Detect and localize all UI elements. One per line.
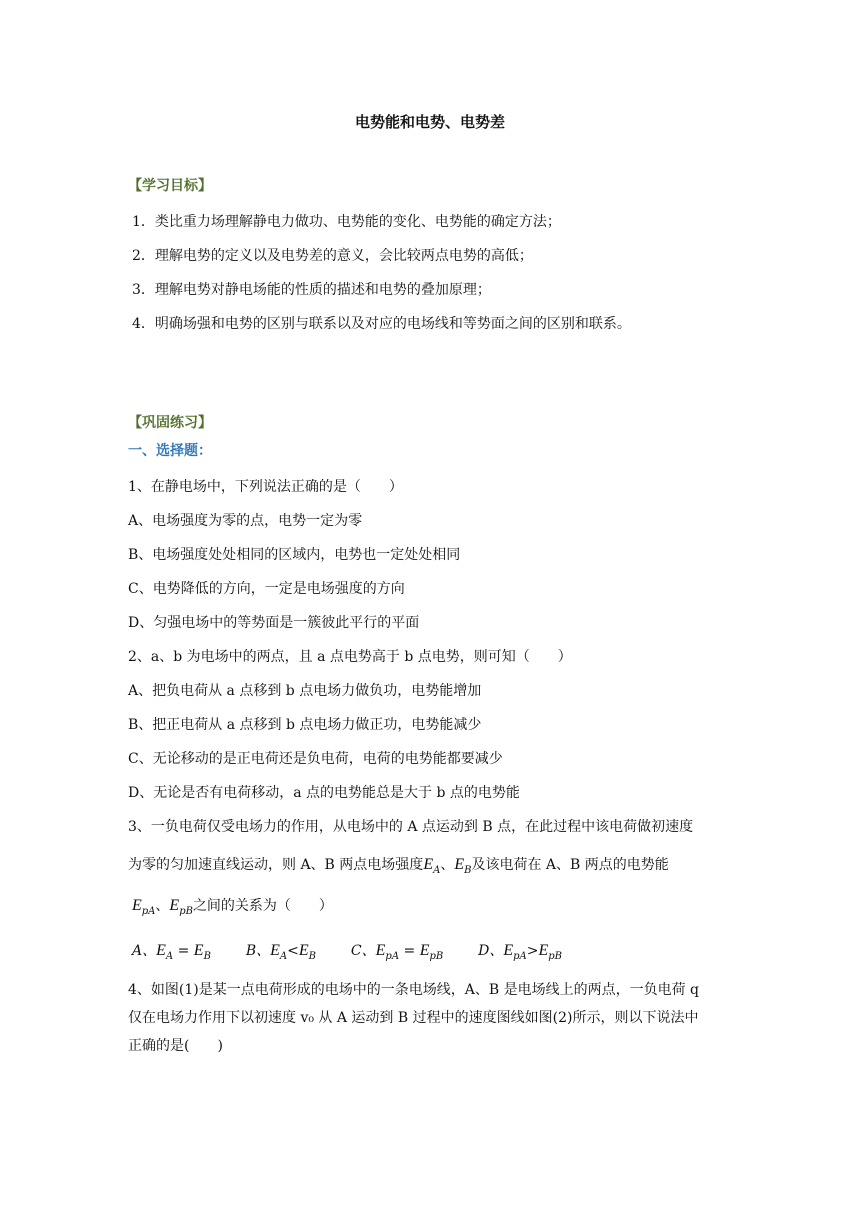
q2-option-b: B、把正电荷从 a 点移到 b 点电场力做正功，电势能减少	[128, 717, 482, 733]
section-heading: 一、选择题：	[128, 443, 212, 459]
q3-line-1: 3、一负电荷仅受电场力的作用，从电场中的 A 点运动到 B 点，在此过程中该电荷做初速度	[128, 819, 694, 835]
subscript: pA	[513, 951, 527, 962]
option-c	[350, 942, 444, 962]
practice-header: 【巩固练习】	[128, 415, 212, 431]
subscript: pB	[429, 951, 444, 962]
option-c-label: C、	[350, 943, 376, 959]
subscript: A	[279, 951, 288, 962]
field-symbol: E	[298, 942, 309, 959]
option-b-label: B、	[245, 943, 271, 959]
option-a-label: A、	[132, 943, 157, 959]
separator: 、	[155, 898, 170, 914]
q2-option-a: A、把负电荷从 a 点移到 b 点电场力做负功，电势能增加	[128, 683, 482, 699]
subscript: B	[308, 951, 317, 962]
energy-symbol: E	[419, 942, 430, 959]
objective-num: 3．	[132, 282, 155, 298]
q3-text: 之间的关系为（ ）	[192, 898, 333, 914]
operator: >	[526, 943, 539, 959]
subscript: pA	[385, 951, 400, 962]
q3-line-3	[132, 895, 333, 917]
q1-option-a: A、电场强度为零的点，电势一定为零	[128, 513, 363, 529]
q3-options	[132, 940, 562, 962]
subscript: A	[433, 865, 441, 876]
objective-2	[132, 245, 533, 265]
q2-option-c: C、无论移动的是正电荷还是负电荷，电荷的电势能都要减少	[128, 751, 503, 767]
q2-stem: 2、a、b 为电场中的两点，且 a 点电势高于 b 点电势，则可知（ ）	[128, 649, 572, 665]
subscript: A	[165, 951, 174, 962]
objective-1	[132, 211, 561, 231]
operator: <	[287, 943, 299, 959]
option-d	[478, 942, 563, 962]
operator: =	[403, 943, 416, 959]
q4-line-1: 4、如图(1)是某一点电荷形成的电场中的一条电场线，A、B 是电场线上的两点，一负电荷 q	[128, 982, 699, 998]
objective-num: 1．	[132, 214, 155, 230]
energy-symbol: E	[169, 897, 180, 914]
objective-3	[132, 279, 491, 299]
objective-num: 2．	[132, 248, 155, 264]
option-d-label: D、	[478, 943, 504, 959]
objectives-header: 【学习目标】	[128, 178, 212, 194]
option-a	[132, 942, 211, 962]
q3-line-2	[128, 854, 669, 876]
q4-line-2: 仅在电场力作用下以初速度 v₀ 从 A 运动到 B 过程中的速度图线如图(2)所示，则以下说法中	[128, 1010, 699, 1026]
page-title: 电势能和电势、电势差	[355, 113, 506, 131]
subscript: pA	[141, 906, 156, 917]
objective-text: 理解电势的定义以及电势差的意义，会比较两点电势的高低；	[154, 248, 533, 264]
q1-option-c: C、电势降低的方向，一定是电场强度的方向	[128, 581, 405, 597]
field-symbol: E	[270, 942, 280, 959]
objective-num: 4．	[132, 316, 155, 332]
q4-line-3: 正确的是( )	[128, 1038, 223, 1054]
option-b	[245, 942, 317, 962]
separator: 、	[440, 857, 455, 873]
subscript: pB	[548, 951, 563, 962]
q3-text: 为零的匀加速直线运动，则 A、B 两点电场强度	[128, 857, 424, 873]
subscript: pB	[179, 906, 193, 917]
objective-text: 理解电势对静电场能的性质的描述和电势的叠加原理；	[154, 282, 491, 298]
objective-text: 类比重力场理解静电力做功、电势能的变化、电势能的确定方法；	[154, 214, 561, 230]
operator: =	[177, 943, 190, 959]
energy-symbol: E	[538, 942, 549, 959]
subscript: B	[464, 865, 472, 876]
q1-stem: 1、在静电场中，下列说法正确的是（ ）	[128, 479, 403, 495]
field-symbol: E	[454, 856, 465, 873]
field-symbol: E	[156, 942, 166, 959]
q1-option-d: D、匀强电场中的等势面是一簇彼此平行的平面	[128, 615, 420, 631]
field-symbol: E	[193, 942, 204, 959]
q1-option-b: B、电场强度处处相同的区域内，电势也一定处处相同	[128, 547, 461, 563]
energy-symbol: E	[503, 942, 514, 959]
field-symbol: E	[423, 856, 434, 873]
energy-symbol: E	[132, 897, 142, 914]
q3-text: 及该电荷在 A、B 两点的电势能	[471, 857, 669, 873]
energy-symbol: E	[375, 942, 386, 959]
q2-option-d: D、无论是否有电荷移动，a 点的电势能总是大于 b 点的电势能	[128, 785, 520, 801]
subscript: B	[203, 951, 211, 962]
objective-4	[132, 313, 631, 333]
objective-text: 明确场强和电势的区别与联系以及对应的电场线和等势面之间的区别和联系。	[154, 316, 631, 332]
